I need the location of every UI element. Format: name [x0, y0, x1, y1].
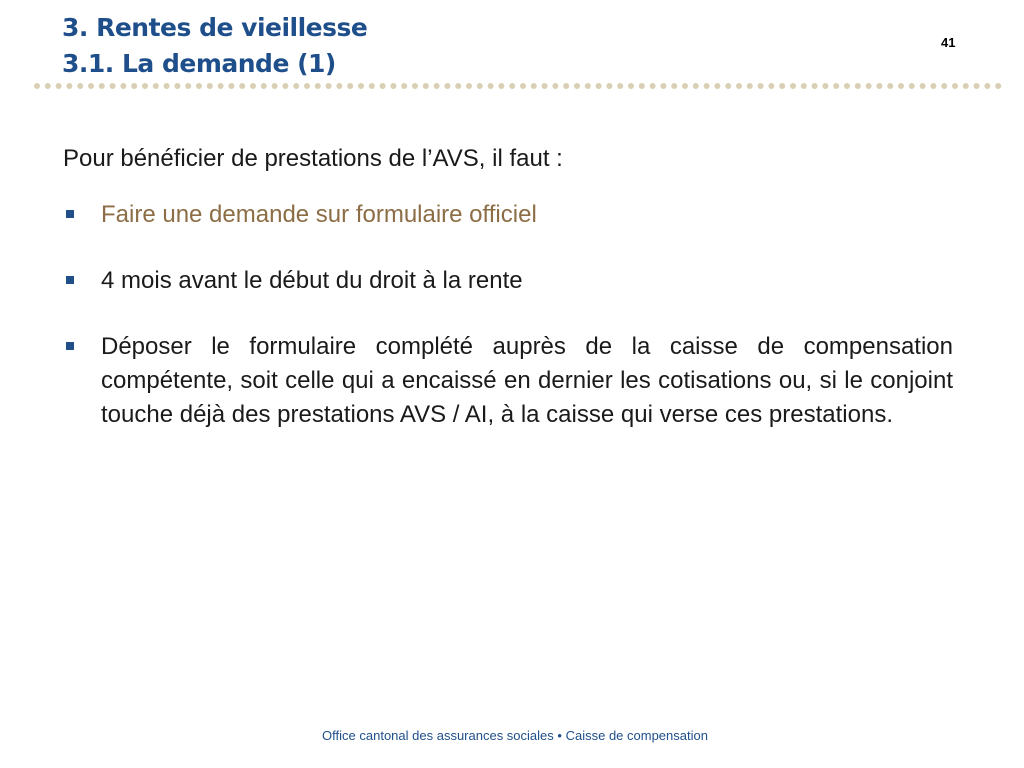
square-bullet-icon — [66, 342, 74, 350]
bullet-text: Déposer le formulaire complété auprès de la caisse de compensation compétente, soit celle qui a encaissé en dernier les cotisations ou, si le conjoint touche déjà des prestations AVS / AI, à la caisse qui verse ces prestations. — [101, 333, 953, 428]
bullet-text: 4 mois avant le début du droit à la rente — [101, 267, 523, 294]
slide-title-line-1: 3. Rentes de vieillesse — [62, 13, 368, 42]
bullet-text: Faire une demande sur formulaire officiel — [101, 201, 537, 228]
slide-content — [63, 142, 953, 432]
footer-caisse-name: Caisse de compensation — [565, 728, 708, 743]
footer — [0, 728, 1024, 743]
footer-office-name: Office cantonal des assurances sociales — [322, 728, 554, 743]
intro-text: Pour bénéficier de prestations de l’AVS, il faut : — [63, 145, 563, 172]
slide-title — [62, 10, 367, 82]
bullet-list — [63, 198, 953, 432]
bullet-item-delai — [63, 264, 953, 298]
slide-title-line-2: 3.1. La demande (1) — [62, 49, 336, 78]
page-number: 41 — [941, 35, 956, 50]
bullet-item-demande — [63, 198, 953, 232]
dotted-divider — [34, 82, 1008, 90]
bullet-item-depot — [63, 330, 953, 432]
square-bullet-icon — [66, 210, 74, 218]
square-bullet-icon — [66, 276, 74, 284]
footer-separator: • — [557, 728, 562, 743]
